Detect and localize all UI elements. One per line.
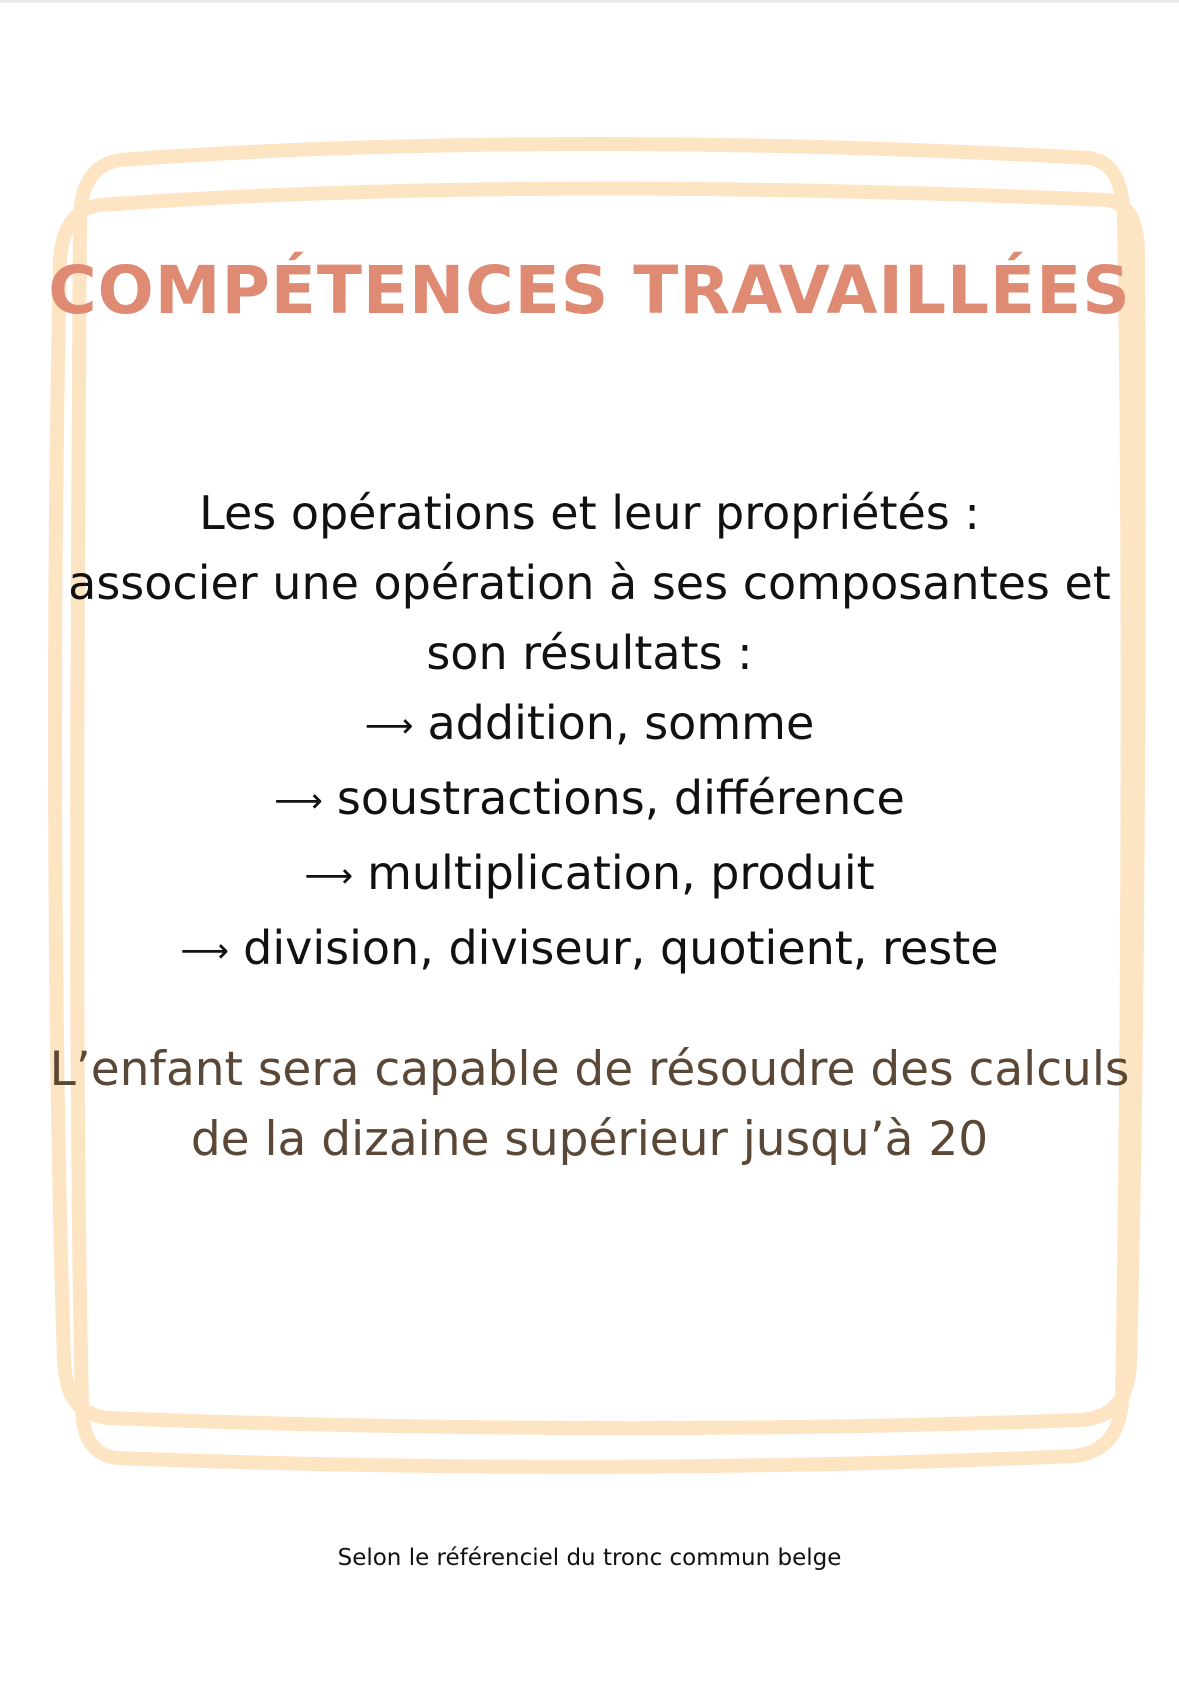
list-item-label: soustractions, différence — [336, 771, 905, 825]
arrow-right-icon: ⟶ — [304, 856, 354, 896]
list-item-label: multiplication, produit — [367, 846, 875, 900]
arrow-right-icon: ⟶ — [180, 931, 230, 971]
conclusion-section — [40, 1035, 1139, 1175]
page-title: COMPÉTENCES TRAVAILLÉES — [48, 252, 1131, 329]
operations-section — [40, 478, 1139, 988]
footer-note: Selon le référenciel du tronc commun belge — [337, 1545, 842, 1571]
conclusion-line: de la dizaine supérieur jusqu’à 20 — [190, 1112, 989, 1167]
intro-line: associer une opération à ses composantes et — [68, 556, 1111, 610]
intro-line: son résultats : — [426, 626, 753, 680]
list-item — [40, 838, 1139, 913]
list-item — [40, 763, 1139, 838]
list-item — [40, 688, 1139, 763]
arrow-right-icon: ⟶ — [274, 781, 323, 821]
intro-line: Les opérations et leur propriétés : — [199, 486, 980, 540]
list-item-label: division, diviseur, quotient, reste — [243, 921, 999, 975]
list-item-label: addition, somme — [427, 696, 815, 750]
arrow-right-icon: ⟶ — [364, 706, 414, 746]
list-item — [40, 913, 1139, 988]
conclusion-line: L’enfant sera capable de résoudre des calculs — [49, 1042, 1130, 1097]
